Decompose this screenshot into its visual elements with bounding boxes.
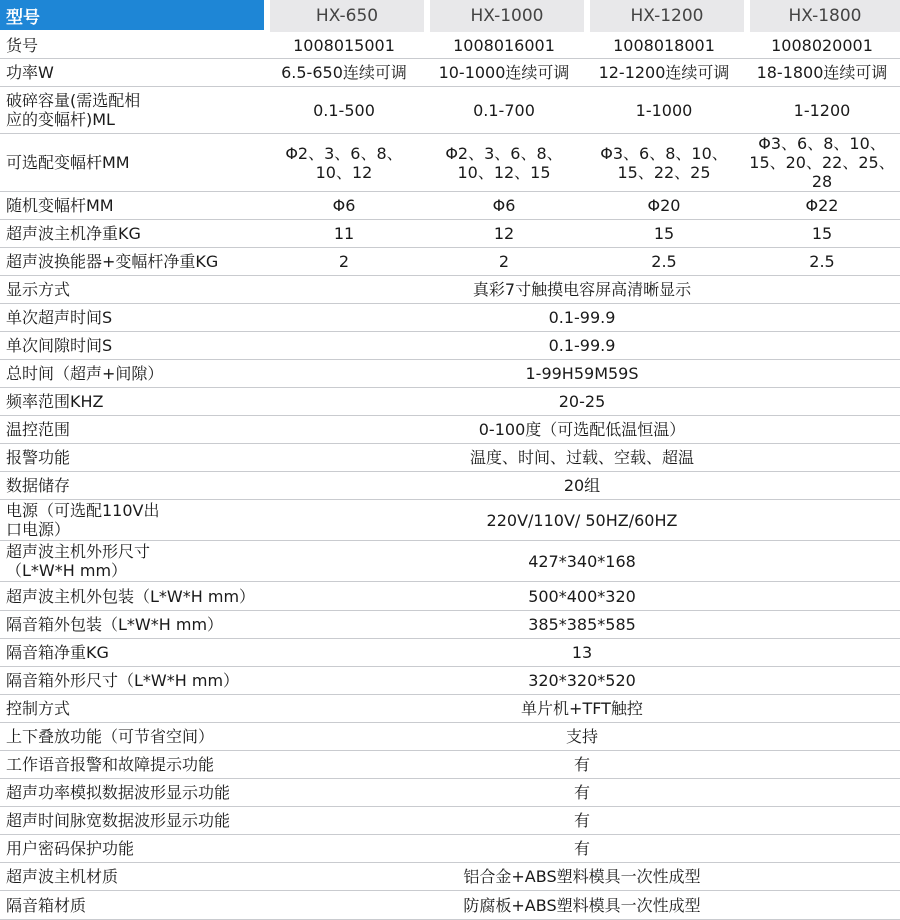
- cell-value: 0.1-99.9: [264, 304, 900, 332]
- table-row: [0, 332, 900, 360]
- table-row: [0, 500, 900, 541]
- cell-value: 有: [264, 779, 900, 807]
- model-hx-1800: HX-1800: [744, 0, 900, 32]
- cell-value: Φ2、3、6、8、10、12、15: [424, 134, 584, 192]
- table-row: [0, 360, 900, 388]
- table-row: [0, 304, 900, 332]
- cell-value: 2: [264, 248, 424, 276]
- table-row: [0, 388, 900, 416]
- cell-value: 1008020001: [744, 32, 900, 59]
- model-hx-1200: HX-1200: [584, 0, 744, 32]
- table-row: [0, 472, 900, 500]
- table-row: [0, 807, 900, 835]
- table-row: [0, 541, 900, 582]
- row-label: 隔音箱外形尺寸（L*W*H mm）: [0, 667, 264, 695]
- cell-value: 真彩7寸触摸电容屏高清晰显示: [264, 276, 900, 304]
- cell-value: 铝合金+ABS塑料模具一次性成型: [264, 863, 900, 891]
- cell-value: 11: [264, 220, 424, 248]
- cell-value: 13: [264, 639, 900, 667]
- model-hx-650: HX-650: [264, 0, 424, 32]
- cell-value: 220V/110V/ 50HZ/60HZ: [264, 500, 900, 541]
- row-label: 数据储存: [0, 472, 264, 500]
- row-label: 单次间隙时间S: [0, 332, 264, 360]
- table-row: [0, 444, 900, 472]
- cell-value: Φ3、6、8、10、15、20、22、25、28: [744, 134, 900, 192]
- row-label: 破碎容量(需选配相应的变幅杆)ML: [0, 87, 264, 134]
- cell-value: 500*400*320: [264, 582, 900, 611]
- model-hx-1000: HX-1000: [424, 0, 584, 32]
- cell-value: 1008018001: [584, 32, 744, 59]
- cell-value: 20组: [264, 472, 900, 500]
- table-row: [0, 667, 900, 695]
- cell-value: 1-1000: [584, 87, 744, 134]
- cell-value: 1-99H59M59S: [264, 360, 900, 388]
- cell-value: 15: [584, 220, 744, 248]
- cell-value: 320*320*520: [264, 667, 900, 695]
- row-label: 控制方式: [0, 695, 264, 723]
- table-row: [0, 192, 900, 220]
- cell-value: Φ2、3、6、8、10、12: [264, 134, 424, 192]
- row-label: 频率范围KHZ: [0, 388, 264, 416]
- table-row: [0, 723, 900, 751]
- cell-value: 6.5-650连续可调: [264, 59, 424, 87]
- row-label: 随机变幅杆MM: [0, 192, 264, 220]
- table-row: [0, 59, 900, 87]
- cell-value: Φ6: [264, 192, 424, 220]
- table-row: [0, 248, 900, 276]
- table-row: [0, 611, 900, 639]
- cell-value: 0.1-500: [264, 87, 424, 134]
- table-row: [0, 639, 900, 667]
- cell-value: 12: [424, 220, 584, 248]
- cell-value: Φ3、6、8、10、15、22、25: [584, 134, 744, 192]
- row-label: 显示方式: [0, 276, 264, 304]
- header-label: 型号: [0, 0, 264, 32]
- row-label: 超声波主机外包装（L*W*H mm）: [0, 582, 264, 611]
- cell-value: 0-100度（可选配低温恒温）: [264, 416, 900, 444]
- cell-value: 有: [264, 751, 900, 779]
- row-label: 超声波主机外形尺寸（L*W*H mm）: [0, 541, 264, 582]
- cell-value: 防腐板+ABS塑料模具一次性成型: [264, 891, 900, 920]
- cell-value: 1-1200: [744, 87, 900, 134]
- cell-value: 1008015001: [264, 32, 424, 59]
- table-row: [0, 276, 900, 304]
- row-label: 货号: [0, 32, 264, 59]
- cell-value: 0.1-700: [424, 87, 584, 134]
- cell-value: 1008016001: [424, 32, 584, 59]
- table-row: [0, 863, 900, 891]
- row-label: 上下叠放功能（可节省空间）: [0, 723, 264, 751]
- cell-value: 支持: [264, 723, 900, 751]
- table-row: [0, 751, 900, 779]
- row-label: 超声波主机净重KG: [0, 220, 264, 248]
- cell-value: 10-1000连续可调: [424, 59, 584, 87]
- row-label: 超声波主机材质: [0, 863, 264, 891]
- table-row: [0, 220, 900, 248]
- table-row: [0, 416, 900, 444]
- row-label: 功率W: [0, 59, 264, 87]
- cell-value: 18-1800连续可调: [744, 59, 900, 87]
- row-label: 隔音箱材质: [0, 891, 264, 920]
- cell-value: 温度、时间、过载、空载、超温: [264, 444, 900, 472]
- table-row: [0, 32, 900, 59]
- table-row: [0, 695, 900, 723]
- cell-value: Φ6: [424, 192, 584, 220]
- header-row: [0, 0, 900, 32]
- row-label: 报警功能: [0, 444, 264, 472]
- cell-value: 2: [424, 248, 584, 276]
- row-label: 隔音箱净重KG: [0, 639, 264, 667]
- cell-value: 427*340*168: [264, 541, 900, 582]
- row-label: 电源（可选配110V出口电源）: [0, 500, 264, 541]
- row-label: 温控范围: [0, 416, 264, 444]
- cell-value: 单片机+TFT触控: [264, 695, 900, 723]
- table-row: [0, 582, 900, 611]
- cell-value: Φ20: [584, 192, 744, 220]
- cell-value: 有: [264, 835, 900, 863]
- row-label: 总时间（超声+间隙）: [0, 360, 264, 388]
- table-row: [0, 835, 900, 863]
- cell-value: 2.5: [744, 248, 900, 276]
- cell-value: 385*385*585: [264, 611, 900, 639]
- table-row: [0, 134, 900, 192]
- cell-value: 12-1200连续可调: [584, 59, 744, 87]
- cell-value: 2.5: [584, 248, 744, 276]
- row-label: 超声功率模拟数据波形显示功能: [0, 779, 264, 807]
- row-label: 隔音箱外包装（L*W*H mm）: [0, 611, 264, 639]
- table-row: [0, 87, 900, 134]
- row-label: 单次超声时间S: [0, 304, 264, 332]
- row-label: 超声波换能器+变幅杆净重KG: [0, 248, 264, 276]
- cell-value: 0.1-99.9: [264, 332, 900, 360]
- table-row: [0, 779, 900, 807]
- table-row: [0, 891, 900, 920]
- cell-value: 有: [264, 807, 900, 835]
- cell-value: 20-25: [264, 388, 900, 416]
- row-label: 超声时间脉宽数据波形显示功能: [0, 807, 264, 835]
- cell-value: Φ22: [744, 192, 900, 220]
- row-label: 用户密码保护功能: [0, 835, 264, 863]
- row-label: 可选配变幅杆MM: [0, 134, 264, 192]
- cell-value: 15: [744, 220, 900, 248]
- row-label: 工作语音报警和故障提示功能: [0, 751, 264, 779]
